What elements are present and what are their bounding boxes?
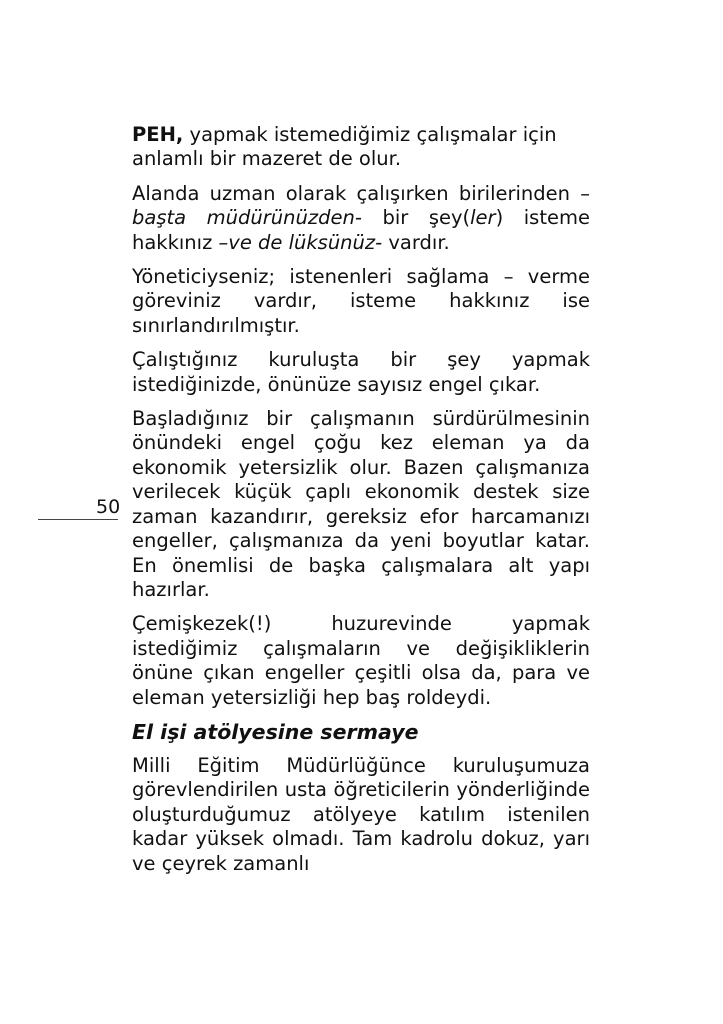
paragraph-text: ) isteme hakkınız: [132, 206, 590, 254]
paragraph-yonetici: Yöneticiyseniz; istenenleri sağlama – verme göreviniz vardır, isteme hakkınız ise sınırlandırılmıştır.: [132, 265, 590, 337]
paragraph-peh: [132, 123, 590, 172]
paragraph-kurulus: Çalıştığınız kuruluşta bir şey yapmak istediğinizde, önünüze sayısız engel çıkar.: [132, 348, 590, 396]
italic-text: ler: [470, 206, 496, 230]
paragraph-alanda: [132, 182, 590, 255]
section-heading: El işi atölyesine sermaye: [132, 719, 419, 744]
paragraph-atolye: Milli Eğitim Müdürlüğünce kuruluşumuza görevlendirilen usta öğreticilerin yönderliğinde oluşturduğumuz atölyeye katılım istenilen kadar yüksek olmadı. Tam kadrolu dokuz, yarı ve çeyrek zamanlı: [132, 753, 590, 875]
paragraph-text: Alanda uzman olarak çalışırken birilerinden: [132, 181, 581, 205]
page-number: 50: [96, 496, 121, 518]
paragraph-text: vardır.: [382, 230, 450, 254]
italic-text: –başta müdürünüzden-: [132, 181, 590, 230]
paragraph-engel: Başladığınız bir çalışmanın sürdürülmesinin önündeki engel çoğu kez eleman ya da ekonomik yetersizlik olur. Bazen çalışmanıza verilecek küçük çaplı ekonomik destek size zaman kazandırır, gereksiz efor harcamanızı engeller, çalışmanıza da yeni boyutlar katar. En önemlisi de başka çalışmalara alt yapı hazırlar.: [132, 407, 590, 601]
bold-lead: PEH,: [132, 123, 184, 146]
page-content: [132, 123, 590, 886]
paragraph-cemiskezek: Çemişkezek(!) huzurevinde yapmak istediğimiz çalışmaların ve değişikliklerin önüne çıkan engeller çeşitli olsa da, para ve eleman yetersizliği hep baş roldeydi.: [132, 612, 590, 709]
paragraph-text: yapmak istemediğimiz çalışmalar için anlamlı bir mazeret de olur.: [132, 123, 557, 171]
italic-text: –ve de lüksünüz-: [218, 230, 383, 254]
page-number-rule: [38, 519, 118, 520]
paragraph-text: bir şey(: [361, 206, 471, 230]
